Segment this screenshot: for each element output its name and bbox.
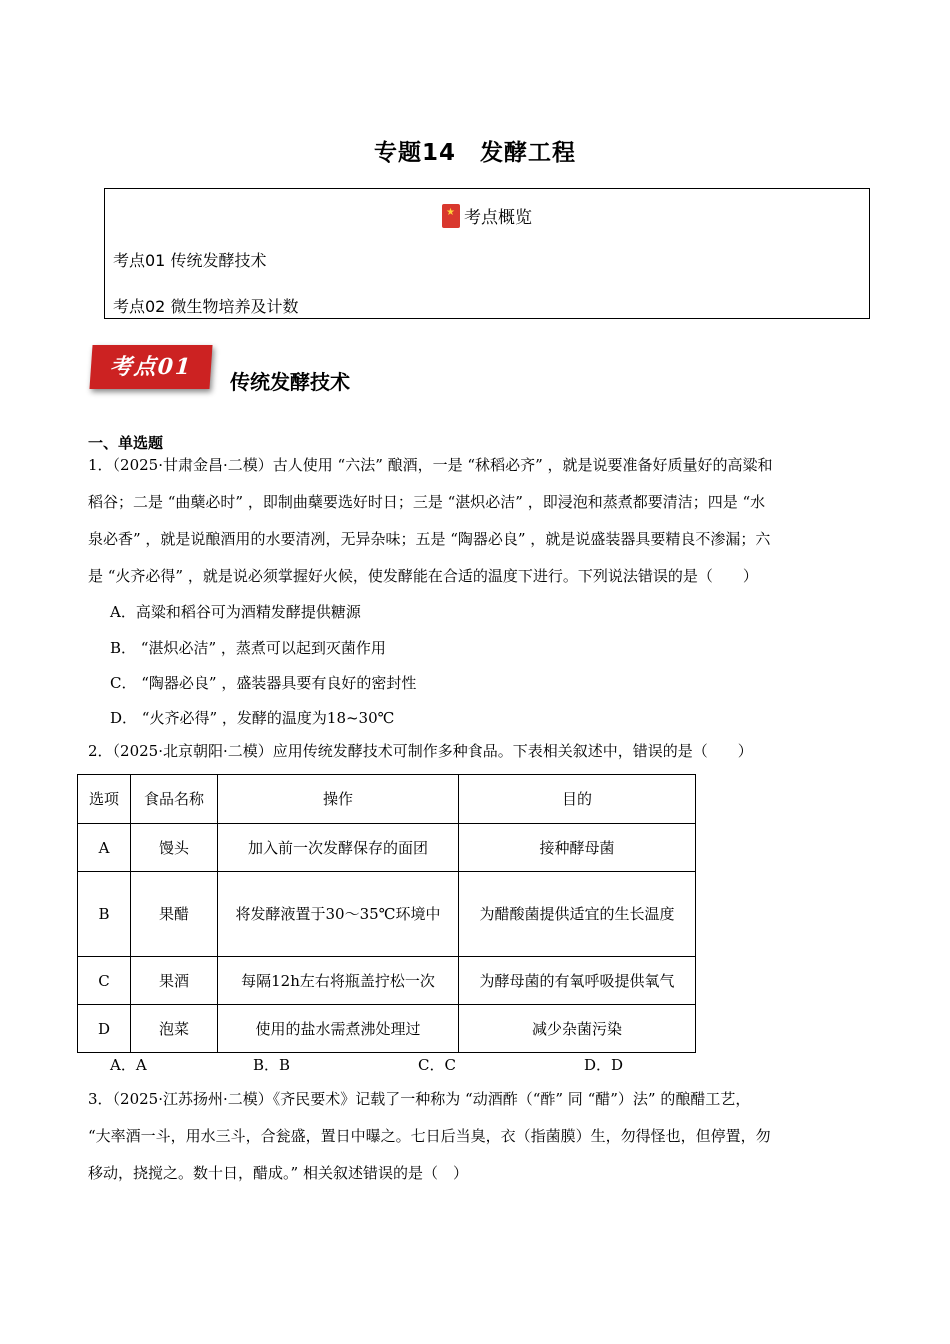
q2-option-c: C．C bbox=[418, 1056, 456, 1074]
q1-option-b: B． “湛炽必洁” ，蒸煮可以起到灭菌作用 bbox=[110, 639, 386, 657]
table-header-cell: 目的 bbox=[459, 775, 696, 824]
overview-heading bbox=[105, 203, 869, 228]
question-2-stem: 2．（2025·北京朝阳·二模）应用传统发酵技术可制作多种食品。下表相关叙述中，错误的是（ ） bbox=[88, 742, 753, 760]
table-cell: B bbox=[78, 872, 131, 957]
q2-table bbox=[77, 774, 696, 1053]
overview-item-1[interactable]: 考点01 传统发酵技术 bbox=[113, 251, 267, 270]
page-title: 专题14 发酵工程 bbox=[373, 140, 576, 166]
q2-option-d: D．D bbox=[584, 1056, 624, 1074]
table-cell: 使用的盐水需煮沸处理过 bbox=[218, 1005, 459, 1053]
table-cell: 接种酵母菌 bbox=[459, 824, 696, 872]
overview-box bbox=[104, 188, 870, 319]
section-badge-text: 考点01 bbox=[108, 354, 194, 380]
q1-option-d: D． “火齐必得” ，发酵的温度为18~30℃ bbox=[110, 709, 395, 727]
question-line: 3．（2025·江苏扬州·二模）《齐民要术》记载了一种称为 “动酒酢（“酢” 同 “醋”）法” 的酿醋工艺， bbox=[88, 1090, 751, 1108]
question-line: 是 “火齐必得” ，就是说必须掌握好火候，使发酵能在合适的温度下进行。下列说法错误的是（ ） bbox=[88, 567, 758, 585]
table-row bbox=[78, 1005, 696, 1053]
table-row bbox=[78, 957, 696, 1005]
table-cell: D bbox=[78, 1005, 131, 1053]
q1-option-a: A．高粱和稻谷可为酒精发酵提供糖源 bbox=[110, 603, 361, 621]
overview-item-2[interactable]: 考点02 微生物培养及计数 bbox=[113, 297, 299, 316]
question-line: 移动，挠搅之。数十日，醋成。” 相关叙述错误的是（ ） bbox=[88, 1164, 468, 1182]
table-cell: 为酵母菌的有氧呼吸提供氧气 bbox=[459, 957, 696, 1005]
table-cell: 加入前一次发酵保存的面团 bbox=[218, 824, 459, 872]
book-icon bbox=[442, 204, 460, 228]
overview-heading-text: 考点概览 bbox=[464, 208, 532, 228]
table-header-cell: 选项 bbox=[78, 775, 131, 824]
question-1 bbox=[88, 447, 868, 595]
question-line: 1．（2025·甘肃金昌·二模）古人使用 “六法” 酿酒，一是 “秫稻必齐” ，就是说要准备好质量好的高粱和 bbox=[88, 456, 773, 474]
q1-option-c: C． “陶器必良” ，盛装器具要有良好的密封性 bbox=[110, 674, 417, 692]
question-line: 稻谷；二是 “曲蘖必时” ，即制曲蘖要选好时日；三是 “湛炽必洁” ，即浸泡和蒸煮都要清洁；四是 “水 bbox=[88, 493, 766, 511]
question-line: 泉必香” ，就是说酿酒用的水要清冽，无异杂味；五是 “陶器必良” ，就是说盛装器具要精良不渗漏；六 bbox=[88, 530, 771, 548]
table-row bbox=[78, 824, 696, 872]
table-row bbox=[78, 872, 696, 957]
section-title: 传统发酵技术 bbox=[230, 370, 350, 394]
question-3 bbox=[88, 1081, 868, 1192]
table-cell: 减少杂菌污染 bbox=[459, 1005, 696, 1053]
sub-heading: 一、单选题 bbox=[88, 434, 164, 452]
table-cell: 为醋酸菌提供适宜的生长温度 bbox=[459, 872, 696, 957]
table-cell: 果酒 bbox=[131, 957, 218, 1005]
table-cell: 果醋 bbox=[131, 872, 218, 957]
table-cell: C bbox=[78, 957, 131, 1005]
question-line: “大率酒一斗，用水三斗，合瓮盛，置日中曝之。七日后当臭，衣（指菌膜）生，勿得怪也，但停置，勿 bbox=[88, 1127, 771, 1145]
table-cell: 馒头 bbox=[131, 824, 218, 872]
table-cell: 每隔12h左右将瓶盖拧松一次 bbox=[218, 957, 459, 1005]
table-header-row bbox=[78, 775, 696, 824]
section-badge bbox=[89, 345, 212, 389]
table-cell: 泡菜 bbox=[131, 1005, 218, 1053]
q2-option-a: A．A bbox=[110, 1056, 147, 1074]
q2-option-b: B．B bbox=[253, 1056, 291, 1074]
table-header-cell: 食品名称 bbox=[131, 775, 218, 824]
table-header-cell: 操作 bbox=[218, 775, 459, 824]
table-cell: 将发酵液置于30～35℃环境中 bbox=[218, 872, 459, 957]
table-cell: A bbox=[78, 824, 131, 872]
